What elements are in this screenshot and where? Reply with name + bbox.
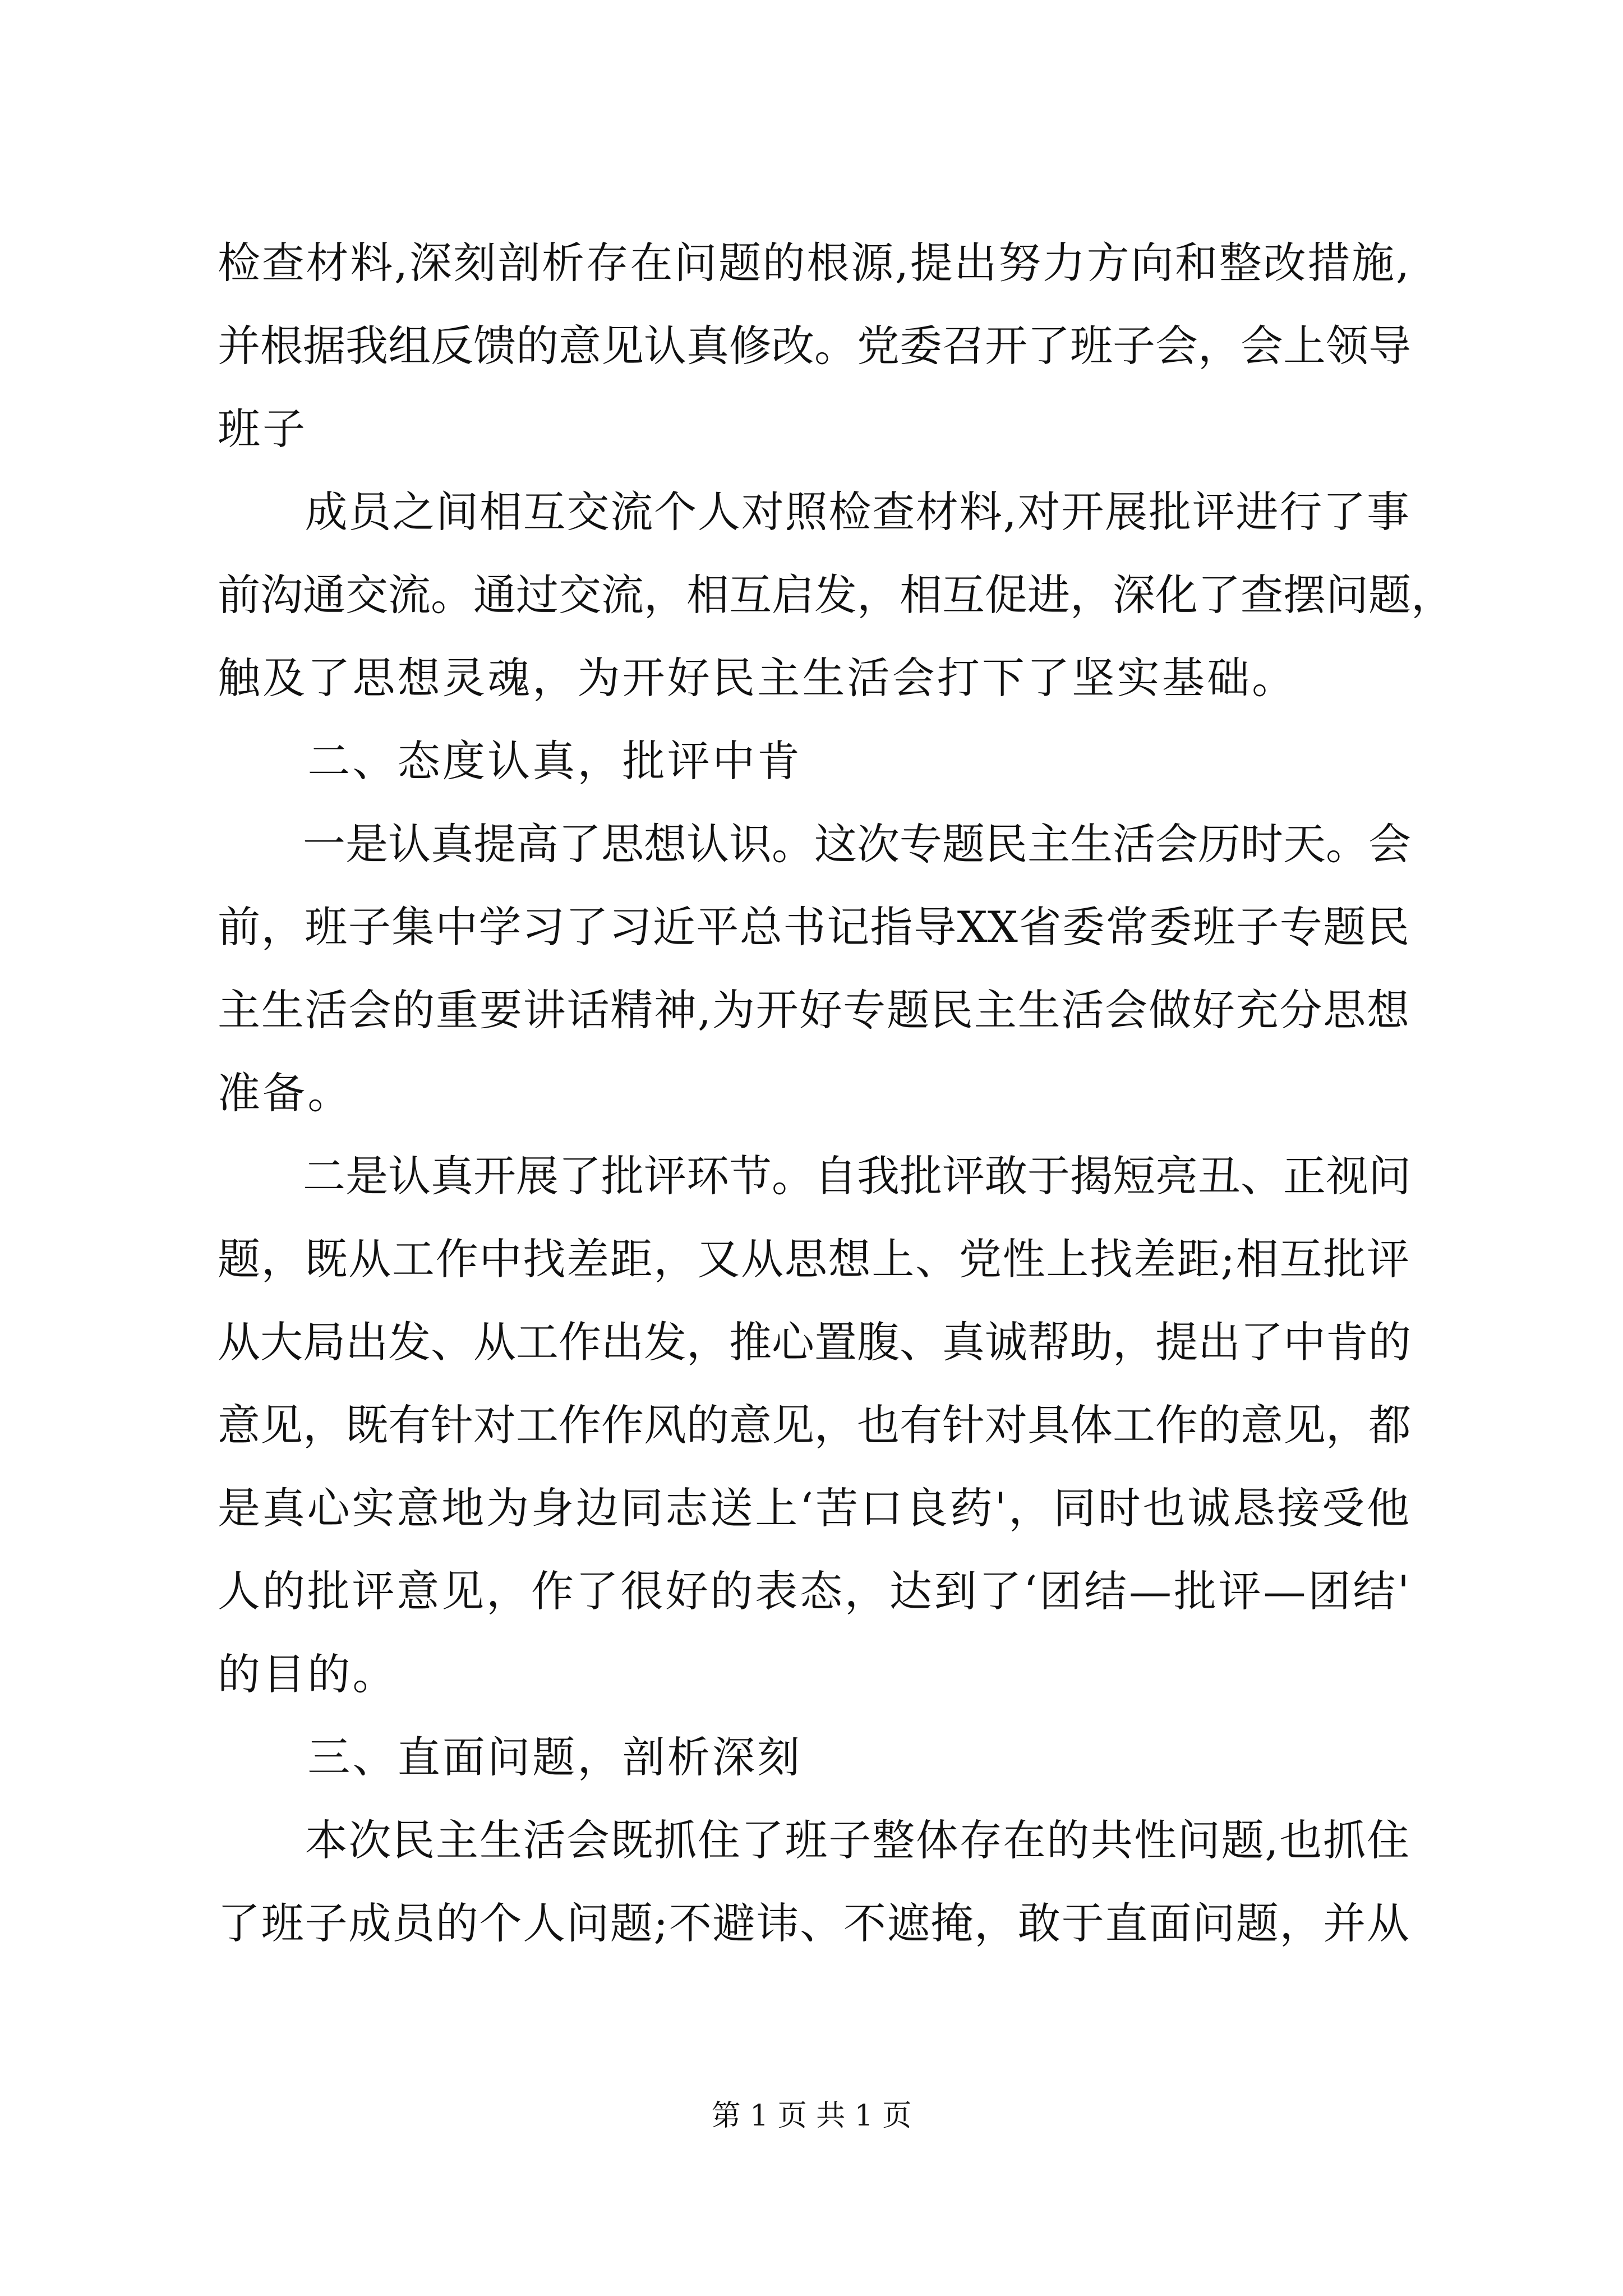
text-line: 检查材料,深刻剖析存在问题的根源,提出努力方向和整改措施, bbox=[218, 238, 1409, 288]
text-line: 前沟通交流。通过交流，相互启发，相互促进，深化了查摆问题， bbox=[218, 570, 1454, 620]
section-heading: 二、态度认真，批评中肯 bbox=[218, 736, 803, 786]
text-line: 二是认真开展了批评环节。自我批评敢于揭短亮丑、正视问 bbox=[218, 1151, 1411, 1201]
document-body bbox=[218, 222, 1454, 1965]
text-line: 意见，既有针对工作作风的意见，也有针对具体工作的意见，都 bbox=[218, 1400, 1411, 1450]
text-line: 触及了思想灵魂，为开好民主生活会打下了坚实基础。 bbox=[218, 653, 1297, 703]
text-line: 从大局出发、从工作出发，推心置腹、真诚帮助，提出了中肯的 bbox=[218, 1317, 1411, 1367]
text-line: 本次民主生活会既抓住了班子整体存在的共性问题,也抓住 bbox=[218, 1815, 1409, 1865]
page-footer: 第 1 页 共 1 页 bbox=[711, 2099, 912, 2133]
text-line: 前，班子集中学习了习近平总书记指导XX省委常委班子专题民 bbox=[218, 902, 1409, 952]
text-line: 班子 bbox=[218, 404, 308, 454]
text-line: 主生活会的重要讲话精神,为开好专题民主生活会做好充分思想 bbox=[218, 985, 1409, 1035]
text-line: 题，既从工作中找差距，又从思想上、党性上找差距;相互批评 bbox=[218, 1234, 1409, 1284]
text-line: 准备。 bbox=[218, 1068, 353, 1118]
text-line: 成员之间相互交流个人对照检查材料,对开展批评进行了事 bbox=[218, 487, 1409, 537]
text-line: 是真心实意地为身边同志送上‘苦口良药'，同时也诚恳接受他 bbox=[218, 1483, 1409, 1533]
text-line: 的目的。 bbox=[218, 1649, 398, 1699]
section-heading: 三、直面问题，剖析深刻 bbox=[218, 1732, 803, 1782]
text-line: 人的批评意见，作了很好的表态，达到了‘团结—批评—团结' bbox=[218, 1566, 1409, 1616]
text-line: 一是认真提高了思想认识。这次专题民主生活会历时天。会 bbox=[218, 819, 1411, 869]
text-line: 并根据我组反馈的意见认真修改。党委召开了班子会，会上领导 bbox=[218, 321, 1411, 371]
text-line: 了班子成员的个人问题;不避讳、不遮掩，敢于直面问题，并从 bbox=[218, 1898, 1409, 1948]
